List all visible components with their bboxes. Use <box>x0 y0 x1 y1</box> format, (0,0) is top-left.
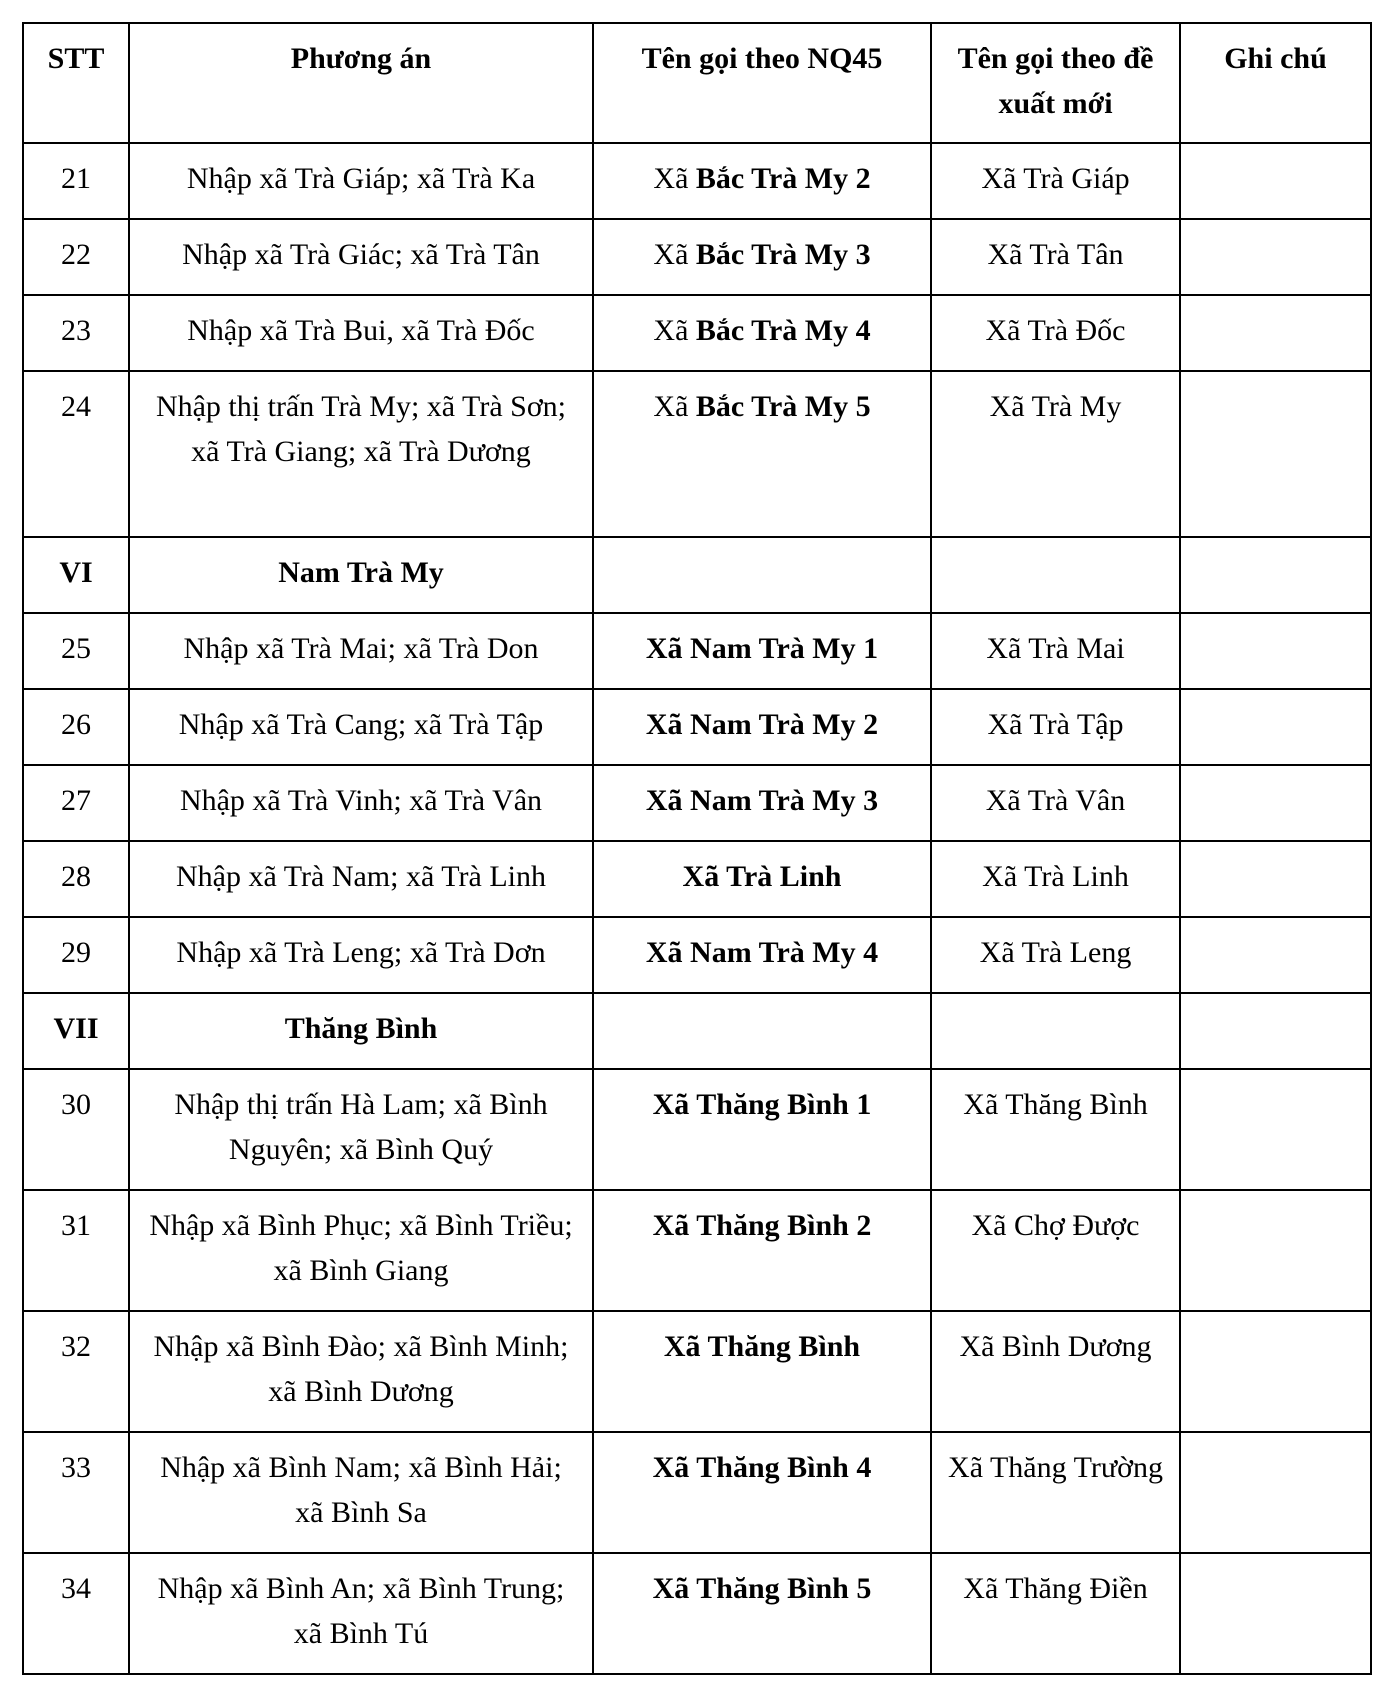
cell-stt: 28 <box>23 841 129 917</box>
cell-ghi-chu <box>1180 143 1371 219</box>
section-empty <box>593 537 931 613</box>
cell-stt: 33 <box>23 1432 129 1553</box>
cell-stt: 23 <box>23 295 129 371</box>
cell-nq45 <box>593 1553 931 1674</box>
table-row <box>23 143 1371 219</box>
cell-stt: 22 <box>23 219 129 295</box>
table-row <box>23 295 1371 371</box>
table-row <box>23 219 1371 295</box>
nq45-name: Xã Nam Trà My 2 <box>645 708 879 741</box>
cell-de-xuat: Xã Thăng Bình <box>931 1069 1180 1190</box>
table-row <box>23 765 1371 841</box>
cell-de-xuat: Xã Trà Tập <box>931 689 1180 765</box>
table-row <box>23 1432 1371 1553</box>
section-empty <box>593 993 931 1069</box>
cell-ghi-chu <box>1180 1553 1371 1674</box>
section-row <box>23 537 1371 613</box>
cell-phuong-an: Nhập thị trấn Hà Lam; xã Bình Nguyên; xã Bình Quý <box>129 1069 593 1190</box>
cell-nq45 <box>593 1069 931 1190</box>
table-body <box>23 143 1371 1674</box>
cell-stt: 31 <box>23 1190 129 1311</box>
cell-de-xuat: Xã Trà Leng <box>931 917 1180 993</box>
merger-table <box>22 22 1372 1675</box>
section-number: VII <box>23 993 129 1069</box>
section-empty <box>1180 537 1371 613</box>
cell-phuong-an: Nhập xã Trà Nam; xã Trà Linh <box>129 841 593 917</box>
cell-stt: 25 <box>23 613 129 689</box>
cell-ghi-chu <box>1180 689 1371 765</box>
nq45-name: Xã Trà Linh <box>682 860 842 893</box>
cell-stt: 34 <box>23 1553 129 1674</box>
cell-phuong-an: Nhập xã Trà Giáp; xã Trà Ka <box>129 143 593 219</box>
section-title: Nam Trà My <box>129 537 593 613</box>
cell-stt: 27 <box>23 765 129 841</box>
cell-ghi-chu <box>1180 613 1371 689</box>
cell-phuong-an: Nhập xã Trà Cang; xã Trà Tập <box>129 689 593 765</box>
cell-nq45 <box>593 371 931 537</box>
cell-nq45 <box>593 219 931 295</box>
cell-stt: 24 <box>23 371 129 537</box>
section-row <box>23 993 1371 1069</box>
cell-phuong-an: Nhập xã Bình An; xã Bình Trung; xã Bình Tú <box>129 1553 593 1674</box>
cell-de-xuat: Xã Bình Dương <box>931 1311 1180 1432</box>
cell-nq45 <box>593 765 931 841</box>
cell-stt: 29 <box>23 917 129 993</box>
header-ghi-chu: Ghi chú <box>1180 23 1371 143</box>
header-stt: STT <box>23 23 129 143</box>
cell-nq45 <box>593 1311 931 1432</box>
cell-phuong-an: Nhập thị trấn Trà My; xã Trà Sơn; xã Trà Giang; xã Trà Dương <box>129 371 593 537</box>
cell-nq45 <box>593 1190 931 1311</box>
nq45-prefix: Xã <box>653 162 696 195</box>
section-empty <box>1180 993 1371 1069</box>
section-number: VI <box>23 537 129 613</box>
cell-de-xuat: Xã Thăng Trường <box>931 1432 1180 1553</box>
section-empty <box>931 537 1180 613</box>
table-row <box>23 1553 1371 1674</box>
cell-phuong-an: Nhập xã Trà Bui, xã Trà Đốc <box>129 295 593 371</box>
cell-nq45 <box>593 841 931 917</box>
cell-de-xuat: Xã Thăng Điền <box>931 1553 1180 1674</box>
cell-phuong-an: Nhập xã Trà Giác; xã Trà Tân <box>129 219 593 295</box>
cell-stt: 21 <box>23 143 129 219</box>
cell-phuong-an: Nhập xã Trà Leng; xã Trà Dơn <box>129 917 593 993</box>
cell-de-xuat: Xã Trà My <box>931 371 1180 537</box>
table-row <box>23 917 1371 993</box>
cell-de-xuat: Xã Trà Đốc <box>931 295 1180 371</box>
section-empty <box>931 993 1180 1069</box>
nq45-name: Bắc Trà My 5 <box>695 390 871 423</box>
cell-nq45 <box>593 689 931 765</box>
cell-ghi-chu <box>1180 765 1371 841</box>
nq45-name: Xã Thăng Bình 1 <box>652 1088 872 1121</box>
cell-de-xuat: Xã Trà Giáp <box>931 143 1180 219</box>
nq45-name: Xã Thăng Bình 5 <box>652 1572 872 1605</box>
cell-ghi-chu <box>1180 1432 1371 1553</box>
table-row <box>23 1069 1371 1190</box>
table-row <box>23 371 1371 537</box>
table-row <box>23 841 1371 917</box>
cell-nq45 <box>593 917 931 993</box>
cell-de-xuat: Xã Chợ Được <box>931 1190 1180 1311</box>
nq45-name: Bắc Trà My 3 <box>695 238 871 271</box>
cell-ghi-chu <box>1180 917 1371 993</box>
section-title: Thăng Bình <box>129 993 593 1069</box>
cell-nq45 <box>593 295 931 371</box>
nq45-name: Xã Nam Trà My 3 <box>645 784 879 817</box>
cell-ghi-chu <box>1180 841 1371 917</box>
nq45-prefix: Xã <box>653 314 696 347</box>
cell-nq45 <box>593 143 931 219</box>
cell-nq45 <box>593 613 931 689</box>
nq45-name: Xã Thăng Bình 4 <box>652 1451 872 1484</box>
header-nq45: Tên gọi theo NQ45 <box>593 23 931 143</box>
cell-de-xuat: Xã Trà Vân <box>931 765 1180 841</box>
table-row <box>23 1311 1371 1432</box>
nq45-name: Bắc Trà My 4 <box>695 314 871 347</box>
cell-nq45 <box>593 1432 931 1553</box>
nq45-prefix: Xã <box>653 390 696 423</box>
cell-de-xuat: Xã Trà Tân <box>931 219 1180 295</box>
header-row <box>23 23 1371 143</box>
nq45-name: Xã Thăng Bình 2 <box>652 1209 872 1242</box>
cell-ghi-chu <box>1180 1069 1371 1190</box>
cell-ghi-chu <box>1180 371 1371 537</box>
cell-ghi-chu <box>1180 1190 1371 1311</box>
table-row <box>23 689 1371 765</box>
cell-phuong-an: Nhập xã Bình Nam; xã Bình Hải; xã Bình Sa <box>129 1432 593 1553</box>
cell-phuong-an: Nhập xã Trà Vinh; xã Trà Vân <box>129 765 593 841</box>
nq45-name: Bắc Trà My 2 <box>695 162 871 195</box>
header-de-xuat: Tên gọi theo đề xuất mới <box>931 23 1180 143</box>
cell-ghi-chu <box>1180 295 1371 371</box>
nq45-prefix: Xã <box>653 238 696 271</box>
cell-ghi-chu <box>1180 219 1371 295</box>
nq45-name: Xã Nam Trà My 1 <box>645 632 879 665</box>
cell-phuong-an: Nhập xã Bình Đào; xã Bình Minh; xã Bình Dương <box>129 1311 593 1432</box>
cell-de-xuat: Xã Trà Mai <box>931 613 1180 689</box>
cell-phuong-an: Nhập xã Trà Mai; xã Trà Don <box>129 613 593 689</box>
nq45-name: Xã Nam Trà My 4 <box>645 936 879 969</box>
cell-ghi-chu <box>1180 1311 1371 1432</box>
cell-stt: 30 <box>23 1069 129 1190</box>
cell-phuong-an: Nhập xã Bình Phục; xã Bình Triều; xã Bình Giang <box>129 1190 593 1311</box>
header-phuong-an: Phương án <box>129 23 593 143</box>
cell-stt: 26 <box>23 689 129 765</box>
cell-de-xuat: Xã Trà Linh <box>931 841 1180 917</box>
cell-stt: 32 <box>23 1311 129 1432</box>
table-row <box>23 613 1371 689</box>
table-row <box>23 1190 1371 1311</box>
nq45-name: Xã Thăng Bình <box>663 1330 861 1363</box>
